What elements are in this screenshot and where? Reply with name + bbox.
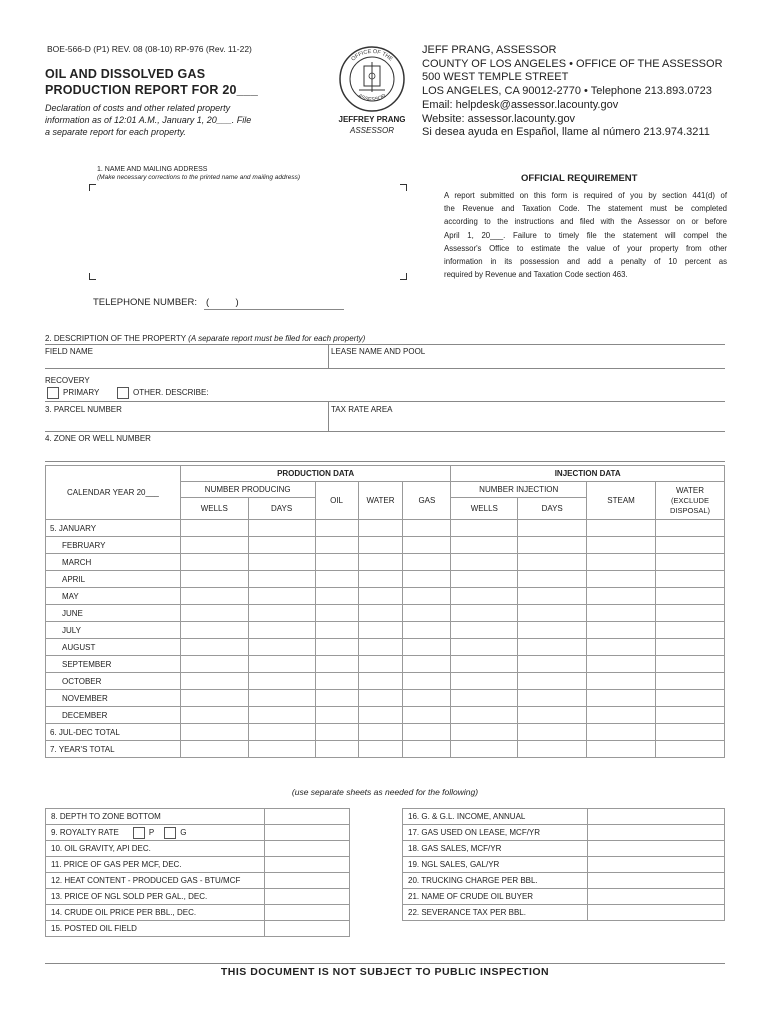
parcel-input[interactable] [45, 415, 327, 431]
data-cell[interactable] [656, 673, 725, 690]
data-cell[interactable] [656, 690, 725, 707]
data-cell[interactable] [451, 741, 518, 758]
table-row [46, 673, 725, 690]
data-cell[interactable] [403, 707, 451, 724]
data-cell[interactable] [587, 656, 656, 673]
data-cell[interactable] [451, 656, 518, 673]
data-cell[interactable] [358, 724, 403, 741]
divider [45, 401, 725, 402]
office-line: JEFF PRANG, ASSESSOR [422, 44, 557, 56]
tax-rate-label: TAX RATE AREA [331, 405, 393, 414]
data-cell[interactable] [403, 537, 451, 554]
item-label: 13. PRICE OF NGL SOLD PER GAL., DEC. [46, 889, 265, 905]
data-cell[interactable] [358, 605, 403, 622]
data-cell[interactable] [403, 741, 451, 758]
row-label: 5. JANUARY [46, 520, 181, 537]
data-cell[interactable] [403, 724, 451, 741]
tax-rate-input[interactable] [331, 415, 725, 431]
data-cell[interactable] [315, 673, 358, 690]
data-cell[interactable] [587, 554, 656, 571]
form-title-line2: PRODUCTION REPORT FOR 20___ [45, 83, 259, 97]
table-row [46, 889, 350, 905]
data-cell[interactable] [518, 639, 587, 656]
data-cell[interactable] [180, 690, 248, 707]
item-input[interactable] [587, 905, 725, 921]
data-cell[interactable] [518, 741, 587, 758]
field-name-label: FIELD NAME [45, 347, 94, 356]
divider [328, 401, 329, 431]
data-cell[interactable] [587, 741, 656, 758]
row-label: AUGUST [46, 639, 181, 656]
data-cell[interactable] [180, 605, 248, 622]
data-cell[interactable] [315, 571, 358, 588]
divider [45, 461, 725, 462]
table-row [46, 690, 725, 707]
row-label: APRIL [46, 571, 181, 588]
official-text: A report submitted on this form is required of you by section 441(d) of the Revenue and Taxation Code. The statement must be completed according to the instructions and filed with the Assessor on or before April 1, 20___. Failure to timely file the statement will compel the Assessor's Office to estimate the value of your property from other information in its possession and add a penalty of 10 percent as required by Revenue and Taxation Code section 463. [444, 191, 727, 280]
table-row [46, 537, 725, 554]
row-label: JULY [46, 622, 181, 639]
data-cell[interactable] [248, 741, 315, 758]
data-cell[interactable] [180, 537, 248, 554]
data-cell[interactable] [656, 520, 725, 537]
item-label: 17. GAS USED ON LEASE, MCF/YR [403, 825, 588, 841]
data-cell[interactable] [587, 588, 656, 605]
office-email[interactable]: Email: helpdesk@assessor.lacounty.gov [422, 98, 619, 111]
row-label: DECEMBER [46, 707, 181, 724]
item-input[interactable] [265, 825, 350, 841]
item-input[interactable] [265, 921, 350, 937]
steam-header: STEAM [587, 482, 656, 520]
table-row [46, 571, 725, 588]
data-cell[interactable] [587, 724, 656, 741]
other-checkbox[interactable] [117, 387, 129, 399]
data-cell[interactable] [180, 622, 248, 639]
telephone-label: TELEPHONE NUMBER: [93, 297, 197, 308]
table-row [403, 857, 725, 873]
table-row [403, 841, 725, 857]
data-cell[interactable] [315, 639, 358, 656]
wells-header: WELLS [180, 498, 248, 520]
data-cell[interactable] [518, 656, 587, 673]
data-cell[interactable] [403, 622, 451, 639]
zone-input[interactable] [150, 432, 725, 446]
data-cell[interactable] [248, 673, 315, 690]
address-corner-br[interactable] [400, 273, 407, 280]
data-cell[interactable] [451, 639, 518, 656]
calendar-year-header: CALENDAR YEAR 20___ [46, 466, 181, 520]
data-cell[interactable] [451, 520, 518, 537]
gas-header: GAS [403, 482, 451, 520]
table-row [46, 622, 725, 639]
item-label: 22. SEVERANCE TAX PER BBL. [403, 905, 588, 921]
data-cell[interactable] [451, 571, 518, 588]
form-id: BOE-566-D (P1) REV. 08 (08-10) RP-976 (Rev. 11-22) [47, 44, 252, 54]
address-corner-bl [89, 273, 96, 280]
data-cell[interactable] [358, 673, 403, 690]
zone-label: 4. ZONE OR WELL NUMBER [45, 434, 151, 443]
data-cell[interactable] [587, 520, 656, 537]
item-input[interactable] [587, 889, 725, 905]
data-cell[interactable] [518, 588, 587, 605]
property-section: 2. DESCRIPTION OF THE PROPERTY (A separate report must be filed for each property) [45, 334, 366, 343]
table-row [46, 873, 350, 889]
item-input[interactable] [587, 809, 725, 825]
data-cell[interactable] [587, 639, 656, 656]
office-line: LOS ANGELES, CA 90012-2770 • Telephone 213.893.0723 [422, 85, 712, 98]
seal-ring-bottom: ASSESSOR [356, 93, 388, 104]
svg-text:ASSESSOR [357, 93, 388, 103]
row-label: 7. YEAR'S TOTAL [46, 741, 181, 758]
table-row [46, 707, 725, 724]
footer-notice: THIS DOCUMENT IS NOT SUBJECT TO PUBLIC INSPECTION [220, 966, 550, 978]
data-cell[interactable] [358, 639, 403, 656]
days-header: DAYS [248, 498, 315, 520]
data-cell[interactable] [403, 639, 451, 656]
seal-ring-top: OFFICE OF THE [350, 48, 394, 63]
data-cell[interactable] [518, 673, 587, 690]
data-cell[interactable] [358, 571, 403, 588]
item-label: 20. TRUCKING CHARGE PER BBL. [403, 873, 588, 889]
address-hint: (Make necessary corrections to the printed name and mailing address) [97, 174, 301, 181]
table-row [46, 825, 350, 841]
table-row [46, 554, 725, 571]
table-row [403, 889, 725, 905]
divider [45, 344, 725, 345]
data-cell[interactable] [451, 537, 518, 554]
data-cell[interactable] [358, 622, 403, 639]
royalty-g-checkbox[interactable] [164, 827, 176, 839]
data-cell[interactable] [315, 605, 358, 622]
field-name-input[interactable] [45, 356, 327, 368]
data-cell[interactable] [518, 537, 587, 554]
data-cell[interactable] [656, 571, 725, 588]
data-cell[interactable] [451, 554, 518, 571]
data-cell[interactable] [358, 537, 403, 554]
water-exclude-header: WATER (EXCLUDE DISPOSAL) [656, 482, 725, 520]
office-line: 500 WEST TEMPLE STREET [422, 71, 569, 84]
declaration-text: Declaration of costs and other related property information as of 12:01 A.M., January 1, 20___. File a separate report for each property. [45, 103, 252, 137]
data-cell[interactable] [518, 724, 587, 741]
data-cell[interactable] [315, 656, 358, 673]
data-cell[interactable] [180, 639, 248, 656]
item-label: 12. HEAT CONTENT - PRODUCED GAS - BTU/MCF [46, 873, 265, 889]
data-cell[interactable] [403, 554, 451, 571]
primary-option[interactable]: PRIMARY [47, 387, 99, 399]
data-cell[interactable] [587, 537, 656, 554]
row-label: FEBRUARY [46, 537, 181, 554]
data-cell[interactable] [315, 520, 358, 537]
data-cell[interactable] [248, 707, 315, 724]
address-area[interactable] [97, 188, 397, 272]
data-cell[interactable] [248, 571, 315, 588]
data-cell[interactable] [656, 741, 725, 758]
data-cell[interactable] [518, 605, 587, 622]
production-table [45, 465, 725, 758]
data-cell[interactable] [518, 622, 587, 639]
data-cell[interactable] [358, 707, 403, 724]
injection-data-header: INJECTION DATA [451, 466, 725, 482]
table-row [46, 841, 350, 857]
data-cell[interactable] [358, 656, 403, 673]
item-input[interactable] [265, 857, 350, 873]
recovery-label: RECOVERY [45, 376, 90, 385]
table-row [46, 921, 350, 937]
item-input[interactable] [265, 889, 350, 905]
item-label: 14. CRUDE OIL PRICE PER BBL., DEC. [46, 905, 265, 921]
item-label: 21. NAME OF CRUDE OIL BUYER [403, 889, 588, 905]
data-cell[interactable] [248, 656, 315, 673]
seal-title: ASSESSOR [349, 126, 394, 135]
table-row [46, 905, 350, 921]
data-cell[interactable] [656, 639, 725, 656]
data-cell[interactable] [180, 520, 248, 537]
table-row [46, 520, 725, 537]
data-cell[interactable] [248, 690, 315, 707]
data-cell[interactable] [403, 656, 451, 673]
data-cell[interactable] [403, 520, 451, 537]
seal-name: JEFFREY PRANG [338, 115, 406, 124]
data-cell[interactable] [358, 741, 403, 758]
data-cell[interactable] [587, 622, 656, 639]
data-cell[interactable] [587, 571, 656, 588]
item-input[interactable] [265, 841, 350, 857]
item-label: 15. POSTED OIL FIELD [46, 921, 265, 937]
data-cell[interactable] [358, 588, 403, 605]
data-cell[interactable] [358, 554, 403, 571]
item-label: 11. PRICE OF GAS PER MCF, DEC. [46, 857, 265, 873]
data-cell[interactable] [403, 690, 451, 707]
data-cell[interactable] [403, 571, 451, 588]
telephone-input[interactable] [204, 309, 344, 310]
office-line: Si desea ayuda en Español, llame al número 213.974.3211 [422, 126, 710, 139]
data-cell[interactable] [315, 554, 358, 571]
office-info [422, 44, 723, 140]
data-cell[interactable] [248, 639, 315, 656]
row-label: SEPTEMBER [46, 656, 181, 673]
item-label: 18. GAS SALES, MCF/YR [403, 841, 588, 857]
primary-checkbox[interactable] [47, 387, 59, 399]
item-input[interactable] [265, 905, 350, 921]
official-title: OFFICIAL REQUIREMENT [521, 173, 638, 184]
data-cell[interactable] [587, 605, 656, 622]
item-label: 19. NGL SALES, GAL/YR [403, 857, 588, 873]
parcel-label: 3. PARCEL NUMBER [45, 405, 122, 414]
data-cell[interactable] [403, 605, 451, 622]
data-cell[interactable] [315, 622, 358, 639]
row-label: OCTOBER [46, 673, 181, 690]
table-row [46, 724, 725, 741]
data-cell[interactable] [248, 554, 315, 571]
office-website[interactable]: Website: assessor.lacounty.gov [422, 112, 576, 125]
address-corner-tr [400, 184, 407, 191]
item-input[interactable] [265, 809, 350, 825]
data-cell[interactable] [656, 656, 725, 673]
data-cell[interactable] [518, 554, 587, 571]
data-cell[interactable] [315, 588, 358, 605]
item-label: 8. DEPTH TO ZONE BOTTOM [46, 809, 265, 825]
water-header: WATER [358, 482, 403, 520]
row-label: MAY [46, 588, 181, 605]
data-cell[interactable] [518, 571, 587, 588]
data-cell[interactable] [587, 707, 656, 724]
data-cell[interactable] [451, 622, 518, 639]
data-cell[interactable] [180, 571, 248, 588]
data-cell[interactable] [315, 537, 358, 554]
number-injection-header: NUMBER INJECTION [451, 482, 587, 498]
divider [45, 963, 725, 964]
data-cell[interactable] [451, 690, 518, 707]
data-cell[interactable] [180, 588, 248, 605]
data-cell[interactable] [358, 690, 403, 707]
form-title-line1: OIL AND DISSOLVED GAS [45, 67, 206, 81]
data-cell[interactable] [656, 537, 725, 554]
left-items-table [45, 808, 350, 937]
data-cell[interactable] [451, 673, 518, 690]
data-cell[interactable] [518, 520, 587, 537]
data-cell[interactable] [180, 707, 248, 724]
table-row [46, 639, 725, 656]
data-cell[interactable] [315, 724, 358, 741]
lease-name-input[interactable] [331, 356, 725, 368]
data-cell[interactable] [315, 690, 358, 707]
data-cell[interactable] [180, 673, 248, 690]
row-label: JUNE [46, 605, 181, 622]
right-items-table [402, 808, 725, 921]
item-label: 16. G. & G.L. INCOME, ANNUAL [403, 809, 588, 825]
data-cell[interactable] [358, 520, 403, 537]
separate-sheets-note: (use separate sheets as needed for the following) [291, 787, 479, 797]
data-cell[interactable] [248, 724, 315, 741]
data-cell[interactable] [180, 554, 248, 571]
item-label: 10. OIL GRAVITY, API DEC. [46, 841, 265, 857]
inj-wells-header: WELLS [451, 498, 518, 520]
data-cell[interactable] [451, 724, 518, 741]
data-cell[interactable] [451, 605, 518, 622]
table-row [46, 741, 725, 758]
royalty-p-checkbox[interactable] [133, 827, 145, 839]
data-cell[interactable] [656, 588, 725, 605]
data-cell[interactable] [451, 588, 518, 605]
data-cell[interactable] [248, 588, 315, 605]
item-input[interactable] [587, 873, 725, 889]
table-row [46, 857, 350, 873]
data-cell[interactable] [656, 622, 725, 639]
item-label: 9. ROYALTY RATE P G [46, 825, 265, 841]
table-row [403, 809, 725, 825]
inj-days-header: DAYS [518, 498, 587, 520]
data-cell[interactable] [587, 690, 656, 707]
table-row [46, 605, 725, 622]
data-cell[interactable] [248, 622, 315, 639]
data-cell[interactable] [180, 724, 248, 741]
telephone-paren: ( ) [206, 297, 239, 308]
data-cell[interactable] [587, 673, 656, 690]
assessor-seal [337, 44, 407, 114]
data-cell[interactable] [315, 741, 358, 758]
data-cell[interactable] [518, 707, 587, 724]
data-cell[interactable] [315, 707, 358, 724]
table-row [46, 588, 725, 605]
number-producing-header: NUMBER PRODUCING [180, 482, 315, 498]
data-cell[interactable] [180, 741, 248, 758]
data-cell[interactable] [518, 690, 587, 707]
data-cell[interactable] [656, 605, 725, 622]
data-cell[interactable] [656, 724, 725, 741]
lease-name-label: LEASE NAME AND POOL [331, 347, 426, 356]
office-line: COUNTY OF LOS ANGELES • OFFICE OF THE ASSESSOR [422, 57, 723, 70]
production-data-header: PRODUCTION DATA [180, 466, 451, 482]
row-label: NOVEMBER [46, 690, 181, 707]
data-cell[interactable] [248, 605, 315, 622]
table-row [403, 905, 725, 921]
data-cell[interactable] [180, 656, 248, 673]
data-cell[interactable] [403, 673, 451, 690]
address-corner-tl [89, 184, 96, 191]
data-cell[interactable] [248, 537, 315, 554]
table-row [403, 825, 725, 841]
row-label: 6. JUL-DEC TOTAL [46, 724, 181, 741]
data-cell[interactable] [403, 588, 451, 605]
table-row [46, 809, 350, 825]
data-cell[interactable] [248, 520, 315, 537]
table-row [46, 656, 725, 673]
divider [45, 368, 725, 369]
divider [328, 344, 329, 368]
table-row [403, 873, 725, 889]
address-label: 1. NAME AND MAILING ADDRESS [97, 166, 208, 173]
item-input[interactable] [265, 873, 350, 889]
oil-header: OIL [315, 482, 358, 520]
item-input[interactable] [587, 825, 725, 841]
other-option[interactable]: OTHER. DESCRIBE: [117, 387, 209, 399]
row-label: MARCH [46, 554, 181, 571]
data-cell[interactable] [656, 554, 725, 571]
data-cell[interactable] [656, 707, 725, 724]
item-input[interactable] [587, 857, 725, 873]
data-cell[interactable] [451, 707, 518, 724]
item-input[interactable] [587, 841, 725, 857]
